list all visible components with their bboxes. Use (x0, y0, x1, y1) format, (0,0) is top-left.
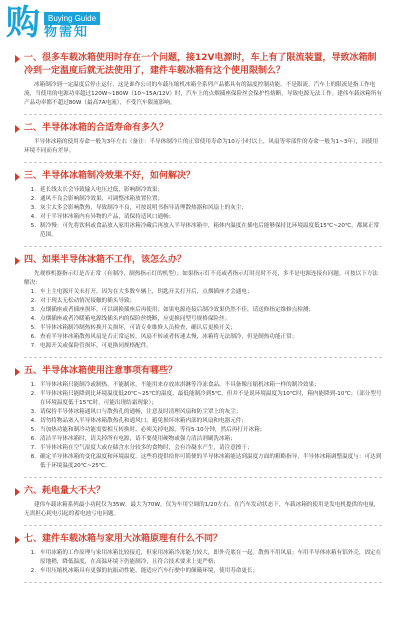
list-item-text: 清洁半导体冰箱时，请关掉所有电源，请不要使用硬物或强力清洁剂刷洗冰箱； (40, 436, 236, 442)
brand-title: 物需知 (44, 25, 90, 40)
list-item-number: 5. (30, 325, 36, 331)
list-item (24, 288, 382, 297)
list-item (24, 444, 382, 453)
list-item (24, 213, 382, 222)
triangle-bullet-icon (15, 257, 20, 265)
section-paragraph: 半导体冰箱的使用寿命一般为3年左右（备注：半导体制冷片的正常使用寿命为10万小时以上，风扇等零部件的寿命一般为1~3年），因使用环境不同而有差异。 (24, 139, 379, 154)
list-item-text: 半导体冰箱在空气湿度大或存储含水分较多的食物时，会有冷凝水产生，请注意擦干； (40, 445, 253, 451)
list-item (24, 549, 382, 567)
numbered-list (24, 186, 382, 240)
list-item-text: 点烟插座或者冷暖箱电源线插头内的保险丝烧断，应更换同型号规格保险丝； (40, 316, 231, 322)
section-title (24, 122, 382, 135)
list-item (24, 306, 382, 315)
triangle-bullet-icon (15, 368, 20, 376)
list-item-number: 3. (30, 205, 36, 211)
section-divider (24, 246, 382, 248)
section-title-text: 七、建件车载冰箱与家用大冰箱原理有什么不同？ (24, 534, 223, 544)
list-item (24, 435, 382, 444)
list-item-text: 确定半导体冰箱的变化温度和环境温度，这些将提供给你可简便的半导体冰箱能达到温度方面的粗略指导，半导体冰箱调整温度与：可达到低于环境温度20℃~25℃。 (40, 454, 382, 469)
list-item (24, 297, 382, 306)
list-item-number: 7. (30, 343, 36, 349)
list-item-text: 对于半导体冰箱内有异物的产品，请保持适风口通畅； (40, 214, 175, 220)
list-item-text: 对于现太无松动情况接触的插头导致； (40, 298, 136, 304)
list-item-text: 制冷慢：可先将饮料或食品放入家用冰箱冷藏后再放入半导体冰箱中，箱体内温度在插电后能够保持比环境温度低15℃~20℃，都属正常范围。 (40, 223, 380, 238)
list-item-number: 8. (30, 454, 36, 460)
list-item-text: 半导体冰箱只能制冷或制热，不能制冰，不能用来存放冰淇淋等冷冻食品，不具备像压缩机冰箱一样的制冷效果； (40, 382, 320, 388)
section-divider (24, 582, 382, 584)
list-item-text: 当加热功能和制冷功能需要相互转换时，必须关掉电源，等待5-10分钟，然后再打开冰箱； (40, 427, 266, 433)
list-item-number: 2. (30, 568, 36, 574)
list-item-text: 半导体冰箱制冷制热转换开关损坏，可请专业维修人员检查，确认后更换开关； (40, 325, 236, 331)
list-item (24, 195, 382, 204)
list-item-text: 请保持半导体冰箱通风口与散热孔的通畅，注意及时清理风扇和防尘罩上的灰尘； (40, 409, 242, 415)
list-item (24, 417, 382, 426)
list-item-text: 灰尘太多会影响散热，导致制冷不良，可按说明书指导清理散热器和风扇上的灰尘； (40, 205, 247, 211)
section-paragraph: 先观察机器指示灯是否正常（有制冷、制热指示灯的机型）；如果指示灯不亮或者指示灯时亮时不亮，多半是电源连接有问题。可按以下方法解决： (24, 271, 379, 286)
section-divider (24, 114, 382, 116)
list-item-text: 通风不良会影响制冷效果，可调整冰箱放置位置； (40, 196, 164, 202)
section-divider (24, 162, 382, 164)
list-item-number: 4. (30, 418, 36, 424)
list-item (24, 390, 382, 408)
list-item (24, 324, 382, 333)
section-title (24, 485, 382, 498)
section-title-text: 四、如果半导体冰箱不工作，该怎么办？ (24, 255, 187, 265)
list-item-text: 点烟插座或者插座损坏，可以调换插座后再使用；如果电源连接后制冷效果仍然不佳，请送修指定维修点检测； (40, 307, 315, 313)
triangle-bullet-icon (15, 488, 20, 496)
faq-section (0, 365, 406, 479)
section-title-text: 二、半导体冰箱的合适寿命有多久？ (24, 123, 169, 133)
section-paragraph: 冰箱制冷到一定温度后停止运行，这是谁作公司的车载压缩机冰箱全系列产品都具有的温度控制功能，不是限流。汽车上的限流是指工作电流，当使用的电源功率超过120W~180W（10~15A/12V）时，汽车上的点烟插座保险丝会保护性熔断，导致电源无法工作。建伟车载冰箱所有产品功率都不超过80W（最高7A电流），不受汽车限流影响。 (24, 82, 382, 106)
numbered-list (24, 549, 382, 576)
list-item (24, 426, 382, 435)
faq-section (0, 44, 406, 116)
list-item-number: 3. (30, 307, 36, 313)
list-item (24, 333, 382, 342)
section-title (24, 52, 382, 78)
section-divider (24, 477, 382, 479)
triangle-bullet-icon (15, 125, 20, 133)
list-item-number: 4. (30, 214, 36, 220)
section-title-text: 六、耗电量大不大？ (24, 486, 106, 496)
list-item-number: 1. (30, 289, 36, 295)
list-item-text: 车用压缩机冰箱具有更强的抗振动性能，能适应汽车行驶中的颠簸环境，使用寿命更长； (40, 568, 259, 574)
list-item (24, 186, 382, 195)
logo (2, 3, 42, 43)
list-item (24, 342, 382, 351)
numbered-list (24, 288, 382, 351)
list-item-text: 车用冰箱的工作原理与家用冰箱比较接近，但家用冰箱冷冻能力较大，即外壳底在一起。散热不用风扇；车用半导体冰箱有铝外壳，固定在原地稍，降低温度，在高温环境下仍能制冷，且符合技术要求上更严格； (40, 550, 382, 565)
logo-glyph: 购 (6, 3, 40, 43)
buying-guide-tag: Buying Guide (44, 12, 100, 25)
section-title (24, 365, 382, 378)
list-item (24, 408, 382, 417)
section-title-text: 三、半导体冰箱制冷效果不好，如何解决？ (24, 171, 196, 181)
article-content (0, 44, 406, 640)
list-item-number: 4. (30, 316, 36, 322)
list-item-number: 1. (30, 382, 36, 388)
list-item-text: 半导体冰箱只能降到比环境温度低20℃~25℃的温度，最低能制冷到5℃，但并不是说环境温度为10℃时，箱内能降到-10℃；（部分型号在环境温度低于15℃时，可能出现结霜现象）； (40, 391, 382, 406)
list-item-number: 5. (30, 223, 36, 229)
list-item-text: 车上主电源开关未打开，因为在大多数车辆上，钥匙开关打开后，点烟插座才会通电； (40, 289, 253, 295)
section-divider (24, 525, 382, 527)
list-item (24, 222, 382, 240)
section-title (24, 533, 382, 546)
list-item-number: 6. (30, 334, 36, 340)
triangle-bullet-icon (15, 536, 20, 544)
section-paragraph: 建伟车载冰箱系列最小功耗仅为35W，最大为70W，仅为车用空调的1/20左右。在汽车发动状态下，车载冰箱的使用是发电机提供的电量，无需担心耗电引起的蓄电池亏电问题。 (24, 502, 380, 517)
list-item-text: 查看半导体冰箱散热风扇是否正常运转，风扇不转或者转速太慢，冰箱将无法制冷，但是制热功能正常； (40, 334, 298, 340)
list-item-number: 6. (30, 436, 36, 442)
list-item-text: 电源开关或保险管损坏，可更换同规格配件。 (40, 343, 152, 349)
faq-section (0, 170, 406, 248)
page-header (0, 0, 406, 44)
list-item-number: 2. (30, 298, 36, 304)
numbered-list (24, 381, 382, 471)
list-item-text: 切勿将物品塞入半导体冰箱散热孔和通风口，避免损坏冰箱内部的风扇和电器元件； (40, 418, 247, 424)
list-item (24, 204, 382, 213)
list-item-number: 1. (30, 187, 36, 193)
faq-section (0, 533, 406, 584)
section-divider (24, 357, 382, 359)
list-item-text: 延长线太长会导致输入电压过低，影响制冷效果； (40, 187, 164, 193)
list-item-number: 3. (30, 409, 36, 415)
list-item-number: 7. (30, 445, 36, 451)
faq-section (0, 254, 406, 359)
section-title (24, 254, 382, 267)
section-title-text: 五、半导体冰箱使用注意事项有哪些？ (24, 366, 178, 376)
list-item-number: 2. (30, 391, 36, 397)
list-item-number: 1. (30, 550, 36, 556)
triangle-bullet-icon (15, 173, 20, 181)
list-item (24, 315, 382, 324)
faq-section (0, 122, 406, 164)
section-title (24, 170, 382, 183)
list-item-number: 2. (30, 196, 36, 202)
section-title-text: 一、很多车载冰箱使用时存在一个问题，接12V电源时，车上有了限流装置，导致冰箱制冷到一定温度后就无法使用了，建件车载冰箱有这个使用限制么？ (24, 53, 377, 76)
faq-section (0, 485, 406, 527)
list-item (24, 453, 382, 471)
triangle-bullet-icon (15, 55, 20, 63)
list-item-number: 5. (30, 427, 36, 433)
list-item (24, 567, 382, 576)
list-item (24, 381, 382, 390)
